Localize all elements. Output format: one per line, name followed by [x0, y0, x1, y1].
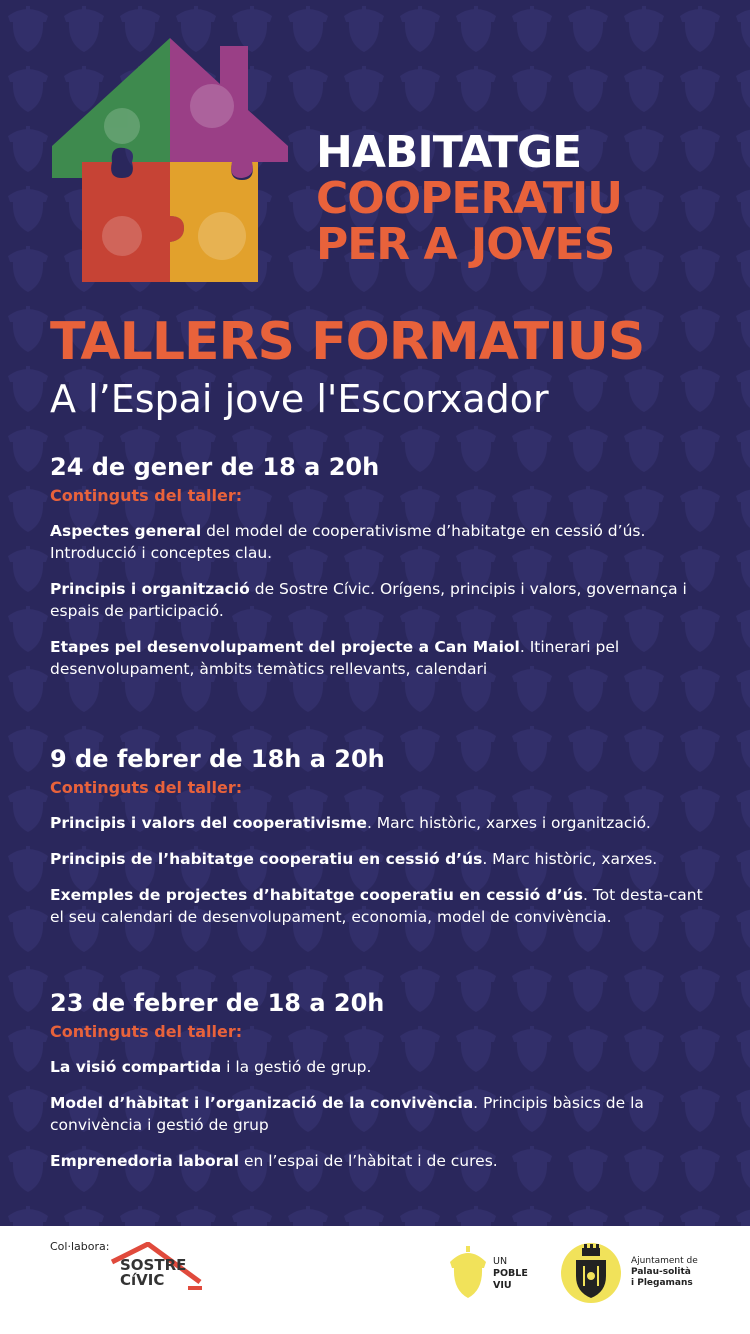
- topic-description: en l’espai de l’hàbitat i de cures.: [239, 1152, 498, 1170]
- footer: [0, 1226, 750, 1334]
- session-date: 23 de febrer de 18 a 20h: [50, 989, 385, 1017]
- topic-description: i la gestió de grup.: [221, 1058, 372, 1076]
- session-date: 9 de febrer de 18h a 20h: [50, 745, 385, 773]
- poble-line-2: POBLE: [493, 1268, 528, 1279]
- topic-description: . Itinerari pel desenvolupament, àmbits temàtics rellevants, calendari: [50, 638, 620, 678]
- topic-item: [50, 520, 710, 564]
- poble-line-3: VIU: [493, 1280, 512, 1291]
- ajunt-line-3: i Plegamans: [631, 1278, 693, 1288]
- sostre-line-1: SOSTRE: [120, 1256, 187, 1274]
- ajunt-line-1: Ajuntament de: [631, 1256, 698, 1266]
- topic-item: [50, 1150, 710, 1172]
- session-1: [50, 452, 710, 680]
- collabora-label: Col·labora:: [50, 1240, 110, 1253]
- topic-title: Emprenedoria laboral: [50, 1152, 240, 1170]
- title-line-2: COOPERATIU: [316, 173, 623, 224]
- title-line-1: HABITATGE: [316, 127, 582, 178]
- topic-title: Principis i organització: [50, 580, 250, 598]
- topic-title: Etapes pel desenvolupament del projecte a Can Maiol: [50, 638, 520, 656]
- section-subheading: A l’Espai jove l'Escorxador: [50, 377, 549, 421]
- topic-description: . Tot desta-cant el seu calendari de desenvolupament, economia, model de convivència.: [50, 886, 703, 926]
- topic-description: del model de cooperativisme d’habitatge en cessió d’ús. Introducció i conceptes clau.: [50, 522, 646, 562]
- sostre-line-2: CíVIC: [120, 1271, 165, 1289]
- title-line-3: PER A JOVES: [316, 219, 615, 270]
- ajunt-line-2: Palau-solità: [631, 1267, 691, 1277]
- topic-item: [50, 848, 710, 870]
- topic-item: [50, 636, 710, 680]
- topic-description: . Principis bàsics de la convivència i gestió de grup: [50, 1094, 644, 1134]
- topic-item: [50, 1092, 710, 1136]
- topic-item: [50, 884, 710, 928]
- topic-description: . Marc històric, xarxes i organització.: [366, 814, 651, 832]
- topic-title: La visió compartida: [50, 1058, 222, 1076]
- house-puzzle-icon: [52, 36, 288, 282]
- session-2: [50, 744, 710, 928]
- municipal-shield-icon: [560, 1242, 622, 1304]
- topic-title: Principis de l’habitatge cooperatiu en cessió d’ús: [50, 850, 483, 868]
- session-3: [50, 988, 710, 1172]
- session-label: Continguts del taller:: [50, 1022, 243, 1041]
- session-label: Continguts del taller:: [50, 486, 243, 505]
- un-poble-viu-logo-text: [493, 1256, 528, 1292]
- ajuntament-logo-text: [631, 1256, 698, 1289]
- title-block: [316, 127, 736, 270]
- topic-description: . Marc històric, xarxes.: [482, 850, 658, 868]
- poble-line-1: UN: [493, 1256, 508, 1267]
- topic-title: Principis i valors del cooperativisme: [50, 814, 367, 832]
- section-heading: TALLERS FORMATIUS: [50, 312, 645, 372]
- topic-title: Model d’hàbitat i l’organizació de la convivència: [50, 1094, 474, 1112]
- topic-item: [50, 812, 710, 834]
- topic-title: Exemples de projectes d’habitatge cooperatiu en cessió d’ús: [50, 886, 583, 904]
- session-label: Continguts del taller:: [50, 778, 243, 797]
- topic-title: Aspectes general: [50, 522, 202, 540]
- topic-item: [50, 578, 710, 622]
- topic-item: [50, 1056, 710, 1078]
- acorn-icon: [448, 1246, 488, 1298]
- sostre-civic-logo-text: [120, 1258, 186, 1288]
- topic-description: de Sostre Cívic. Orígens, principis i valors, governança i espais de participació.: [50, 580, 687, 620]
- session-date: 24 de gener de 18 a 20h: [50, 453, 380, 481]
